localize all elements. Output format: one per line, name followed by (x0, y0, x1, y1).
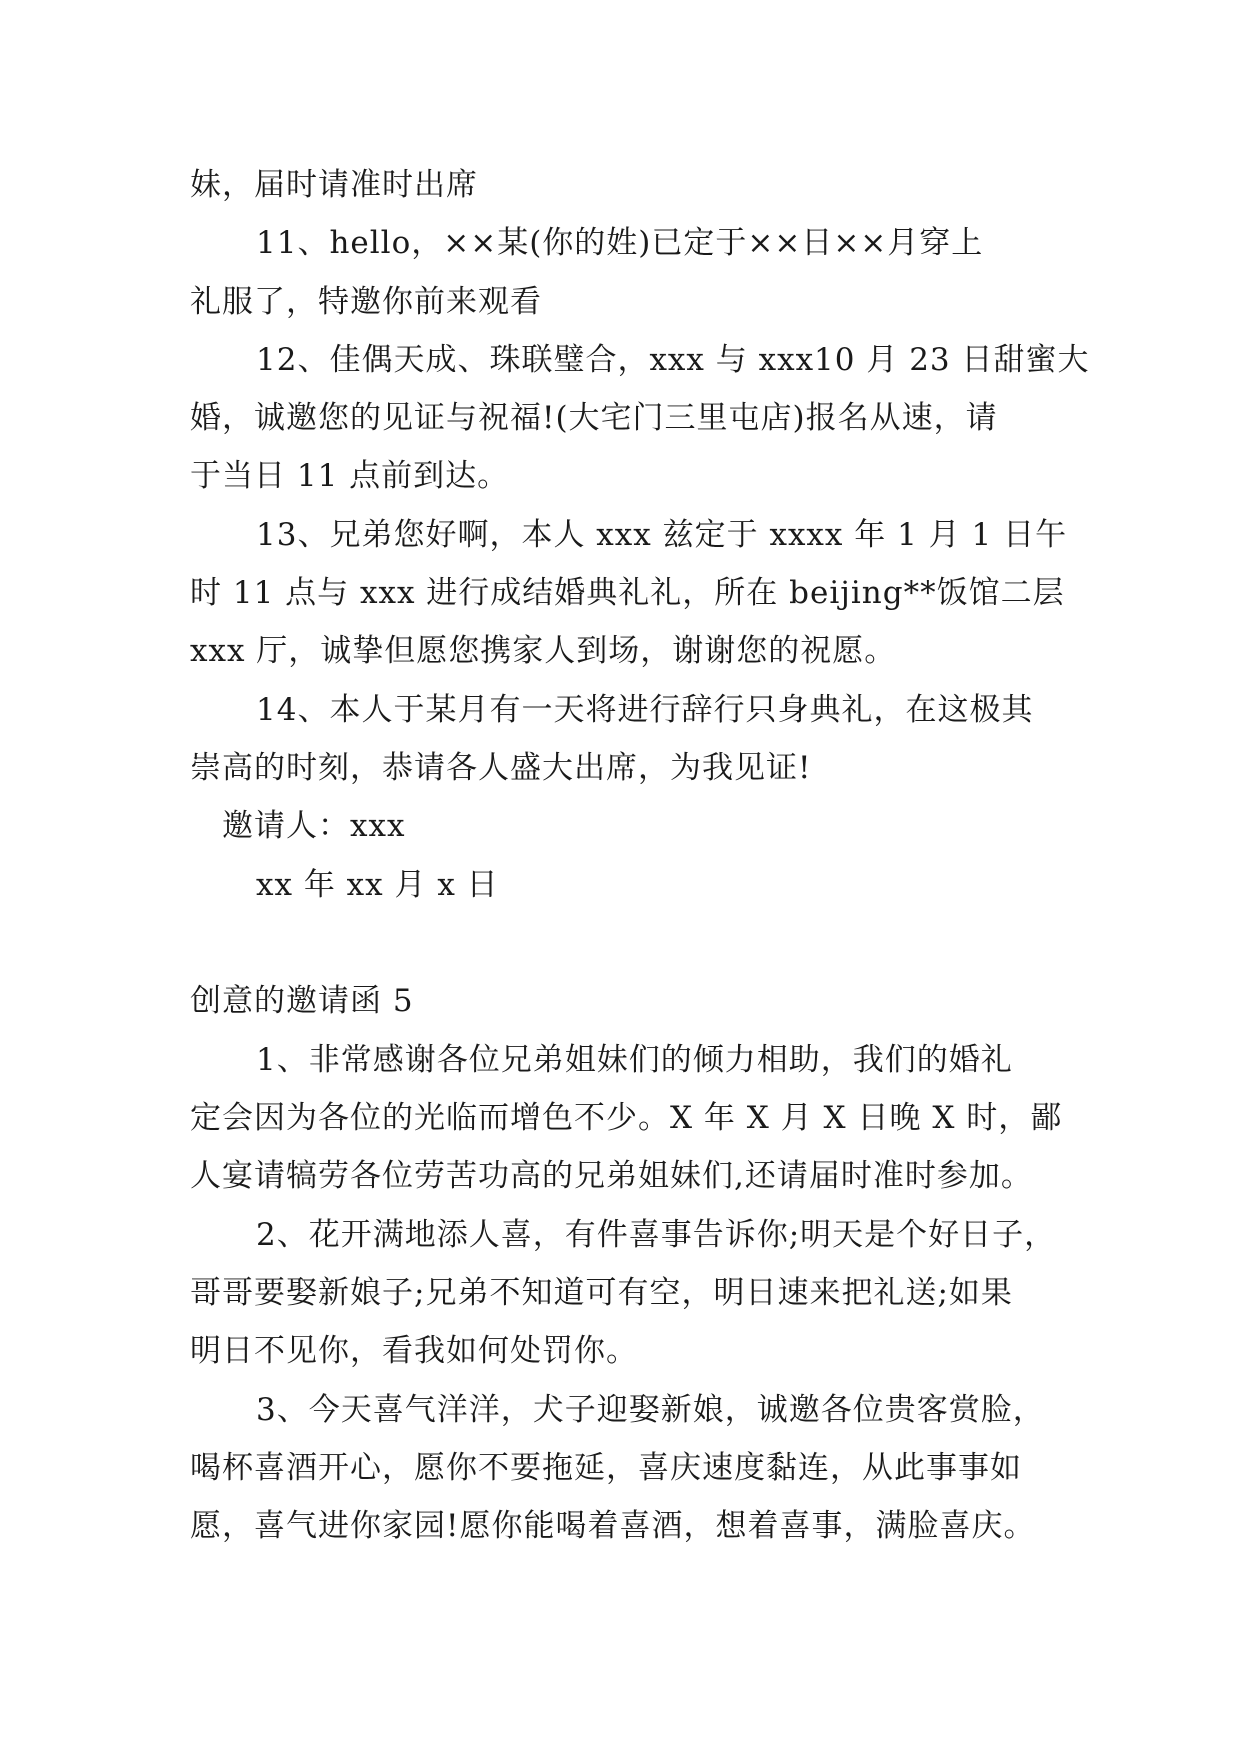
text-line: xxx 厅，诚挚但愿您携家人到场，谢谢您的祝愿。 (190, 633, 897, 669)
text-line: 2、花开满地添人喜，有件喜事告诉你;明天是个好日子， (256, 1217, 1057, 1253)
text-line: 14、本人于某月有一天将进行辞行只身典礼，在这极其 (256, 692, 1034, 728)
signature-line: 邀请人：xxx (222, 808, 406, 844)
text-line: 11、hello，××某(你的姓)已定于××日××月穿上 (256, 225, 984, 261)
text-line: 崇高的时刻，恭请各人盛大出席，为我见证! (190, 750, 812, 786)
text-line: 愿，喜气进你家园!愿你能喝着喜酒，想着喜事，满脸喜庆。 (190, 1508, 1036, 1544)
date-line: xx 年 xx 月 x 日 (256, 867, 499, 903)
text-line: 哥哥要娶新娘子;兄弟不知道可有空，明日速来把礼送;如果 (190, 1275, 1013, 1311)
text-line: 礼服了，特邀你前来观看 (190, 284, 542, 320)
text-line: 13、兄弟您好啊，本人 xxx 兹定于 xxxx 年 1 月 1 日午 (256, 517, 1068, 553)
text-line: 3、今天喜气洋洋，犬子迎娶新娘，诚邀各位贵客赏脸， (256, 1392, 1045, 1428)
text-line: 12、佳偶天成、珠联璧合，xxx 与 xxx10 月 23 日甜蜜大 (256, 342, 1090, 378)
text-line: 于当日 11 点前到达。 (190, 458, 510, 494)
text-line: 1、非常感谢各位兄弟姐妹们的倾力相助，我们的婚礼 (256, 1042, 1013, 1078)
text-line: 婚，诚邀您的见证与祝福!(大宅门三里屯店)报名从速，请 (190, 400, 998, 436)
section-heading: 创意的邀请函 5 (190, 983, 414, 1019)
text-line: 时 11 点与 xxx 进行成结婚典礼礼，所在 beijing**饭馆二层 (190, 575, 1065, 611)
text-line: 定会因为各位的光临而增色不少。X 年 X 月 X 日晚 X 时，鄙 (190, 1100, 1063, 1136)
text-line: 喝杯喜酒开心，愿你不要拖延，喜庆速度黏连，从此事事如 (190, 1450, 1022, 1486)
text-line: 人宴请犒劳各位劳苦功高的兄弟姐妹们,还请届时准时参加。 (190, 1158, 1033, 1194)
text-line: 明日不见你，看我如何处罚你。 (190, 1333, 638, 1369)
text-line: 妹，届时请准时出席 (190, 167, 478, 203)
